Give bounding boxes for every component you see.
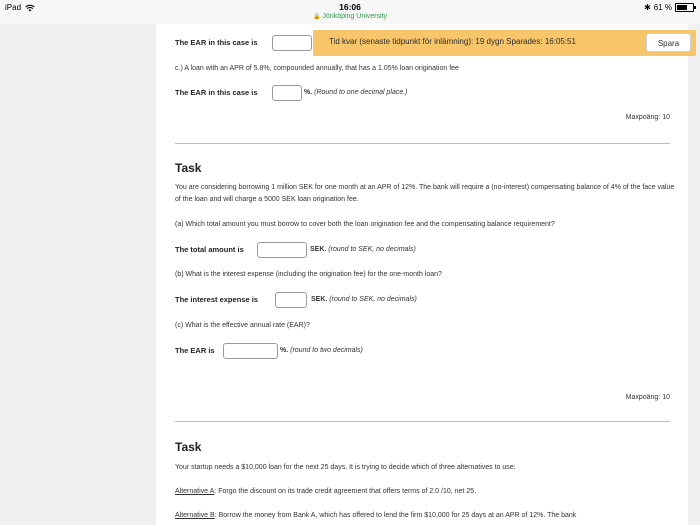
max-points-prev: Maxpoäng: 10 [625,114,670,121]
ear-label-3: The EAR is [175,346,215,355]
interest-expense-hint [311,296,417,303]
alternative-a-label: Alternative A [175,488,215,495]
save-button[interactable]: Spara [646,33,691,52]
right-margin [688,24,700,525]
clock: 16:06 [339,2,361,12]
total-amount-input[interactable] [257,242,307,258]
site-label: Jönköping University [322,13,388,20]
max-points-task-1: Maxpoäng: 10 [625,394,670,401]
timer-bar [313,30,696,56]
interest-expense-round-hint: (round to SEK, no decimals) [329,296,417,303]
status-right [644,3,694,12]
left-margin [0,24,156,525]
divider-1 [175,143,670,144]
task-2-heading: Task [175,440,202,454]
divider-2 [175,421,670,422]
task-1-question-a: (a) Which total amount you must borrow to cover both the loan origination fee and the compensating balance requirement? [175,221,555,228]
ear-hint-3 [280,347,363,354]
alternative-b-label: Alternative B [175,512,215,519]
ear-unit-3: %. [280,347,289,354]
battery-percent: 61 % [653,3,672,12]
site-name [0,13,700,20]
quiz-content [156,24,688,525]
alternative-a-text: : Forgo the discount on its trade credit agreement that offers terms of 2.0 /10, net 25. [214,488,477,495]
ear-label-1: The EAR in this case is [175,38,258,47]
task-2-intro: Your startup needs a $10,000 loan for the next 25 days. It is trying to decide which of three alternatives to use: [175,464,516,471]
ear-label-2: The EAR in this case is [175,88,258,97]
part-c-text: c.) A loan with an APR of 5.8%, compounded annually, that has a 1.05% loan origination fee [175,65,459,72]
ear-input-3[interactable] [223,343,278,359]
interest-expense-input[interactable] [275,292,307,308]
alternative-a [175,486,675,498]
ear-hint-2 [304,89,408,96]
total-amount-label: The total amount is [175,245,244,254]
ear-input-2[interactable] [272,85,302,101]
bluetooth-icon: ✱ [644,3,651,12]
task-1-question-c: (c) What is the effective annual rate (EAR)? [175,322,310,329]
ear-round-hint-3: (round to two decimals) [290,347,363,354]
device-name: iPad [5,3,22,12]
interest-expense-unit: SEK. [311,296,328,303]
alternative-b-text: : Borrow the money from Bank A, which has offered to lend the firm $10,000 for 25 days at an APR of 12%. The bank [214,512,577,519]
interest-expense-label: The interest expense is [175,295,258,304]
ear-unit-2: %. [304,89,313,96]
ear-round-hint-2: (Round to one decimal place.) [314,89,408,96]
status-bar [0,0,700,24]
ear-input-1[interactable] [272,35,312,51]
task-1-heading: Task [175,161,202,175]
battery-icon [675,3,694,12]
total-amount-unit: SEK. [310,246,327,253]
total-amount-hint [310,246,416,253]
task-1-question-b: (b) What is the interest expense (including the origination fee) for the one-month loan? [175,271,442,278]
time-remaining-text: Tid kvar (senaste tidpunkt för inlämning): 19 dygn Sparades: 16:05:51 [329,37,576,46]
alternative-b [175,510,685,522]
task-1-intro: You are considering borrowing 1 million SEK for one month at an APR of 12%. The bank will require a (no-interest) compensating balance of 4% of the face value of the loan and will charge a 5000 SEK loan origination fee. [175,184,675,203]
total-amount-round-hint: (round to SEK, no decimals) [328,246,416,253]
lock-icon: 🔒 [312,14,321,20]
